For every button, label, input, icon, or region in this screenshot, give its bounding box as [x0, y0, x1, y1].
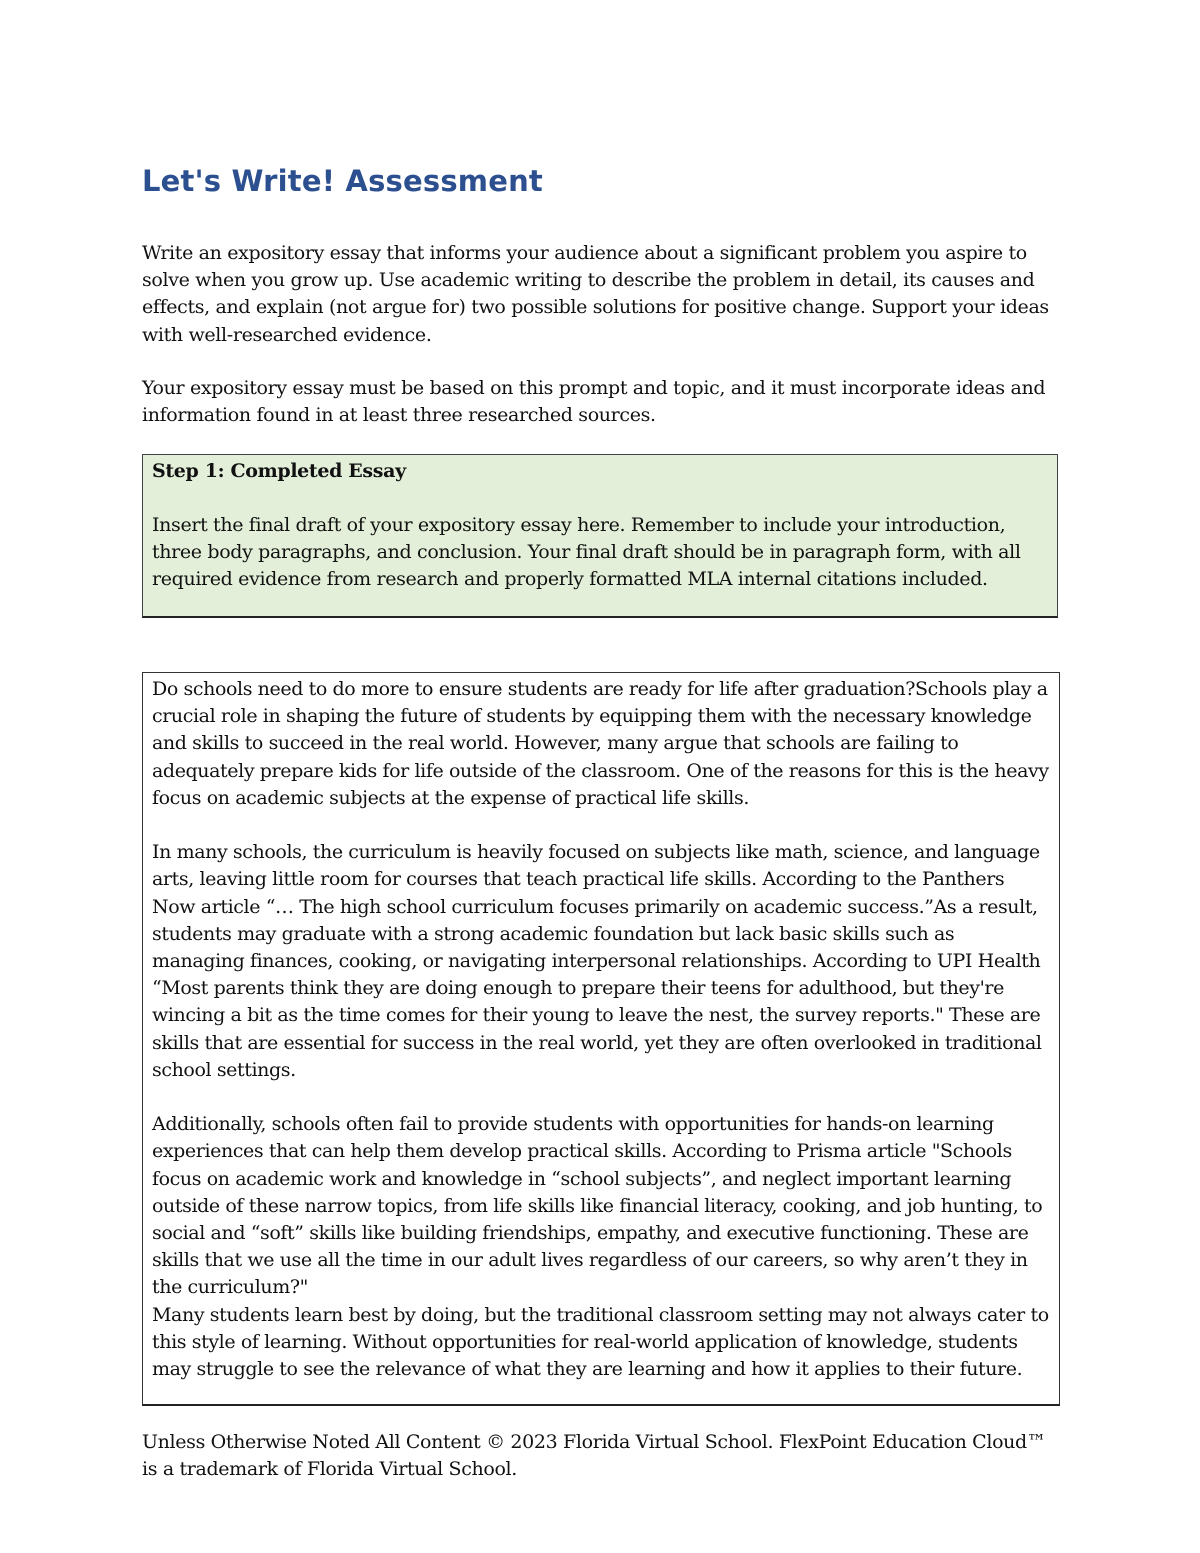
essay-paragraph-body-1: In many schools, the curriculum is heavily focused on subjects like math, science, and language arts, leaving little room for courses that teach practical life skills. According to the Panthers Now article “… The high school curriculum focuses primarily on academic success.”As a result, students may graduate with a strong academic foundation but lack basic skills such as managing finances, cooking, or navigating interpersonal relationships. According to UPI Health “Most parents think they are doing enough to prepare their teens for adulthood, but they're wincing a bit as the time comes for their young to leave the nest, the survey reports." These are skills that are essential for success in the real world, yet they are often overlooked in traditional school settings. — [152, 841, 1042, 1081]
step-1-instructions: Insert the final draft of your expository essay here. Remember to include your introduction, three body paragraphs, and conclusion. Your final draft should be in paragraph form, with all required evidence from research and properly formatted MLA internal citations included. — [152, 514, 1021, 591]
source-requirement: Your expository essay must be based on this prompt and topic, and it must incorporate ideas and information found in at least three researched sources. — [142, 377, 1046, 427]
essay-paragraph-body-2: Additionally, schools often fail to provide students with opportunities for hands-on learning experiences that can help them develop practical skills. According to Prisma article "Schools focus on academic work and knowledge in “school subjects”, and neglect important learning outside of these narrow topics, from life skills like financial literacy, cooking, and job hunting, to social and “soft” skills like building friendships, empathy, and executive functioning. These are skills that we use all the time in our adult lives regardless of our careers, so why aren’t they in the curriculum?" — [152, 1113, 1043, 1299]
essay-paragraph-body-3: Many students learn best by doing, but the traditional classroom setting may not always cater to this style of learning. Without opportunities for real-world application of knowledge, students may struggle to see the relevance of what they are learning and how it applies to their future. — [152, 1303, 1049, 1381]
essay-content — [152, 676, 1050, 1383]
essay-paragraph-intro: Do schools need to do more to ensure students are ready for life after graduation?Schools play a crucial role in shaping the future of students by equipping them with the necessary knowledge and skills to succeed in the real world. However, many argue that schools are failing to adequately prepare kids for life outside of the classroom. One of the reasons for this is the heavy focus on academic subjects at the expense of practical life skills. — [152, 678, 1049, 809]
essay-text-box[interactable] — [142, 672, 1060, 1406]
step-1-heading: Step 1: Completed Essay — [152, 460, 406, 482]
copyright-footer: Unless Otherwise Noted All Content © 2023 Florida Virtual School. FlexPoint Education Cloud™ is a trademark of Florida Virtual School. — [142, 1431, 1046, 1481]
step-1-box — [142, 454, 1058, 618]
page-title: Let's Write! Assessment — [142, 164, 543, 198]
essay-prompt: Write an expository essay that informs your audience about a significant problem you aspire to solve when you grow up. Use academic writing to describe the problem in detail, its causes and effects, and explain (not argue for) two possible solutions for positive change. Support your ideas with well-researched evidence. — [142, 242, 1049, 346]
